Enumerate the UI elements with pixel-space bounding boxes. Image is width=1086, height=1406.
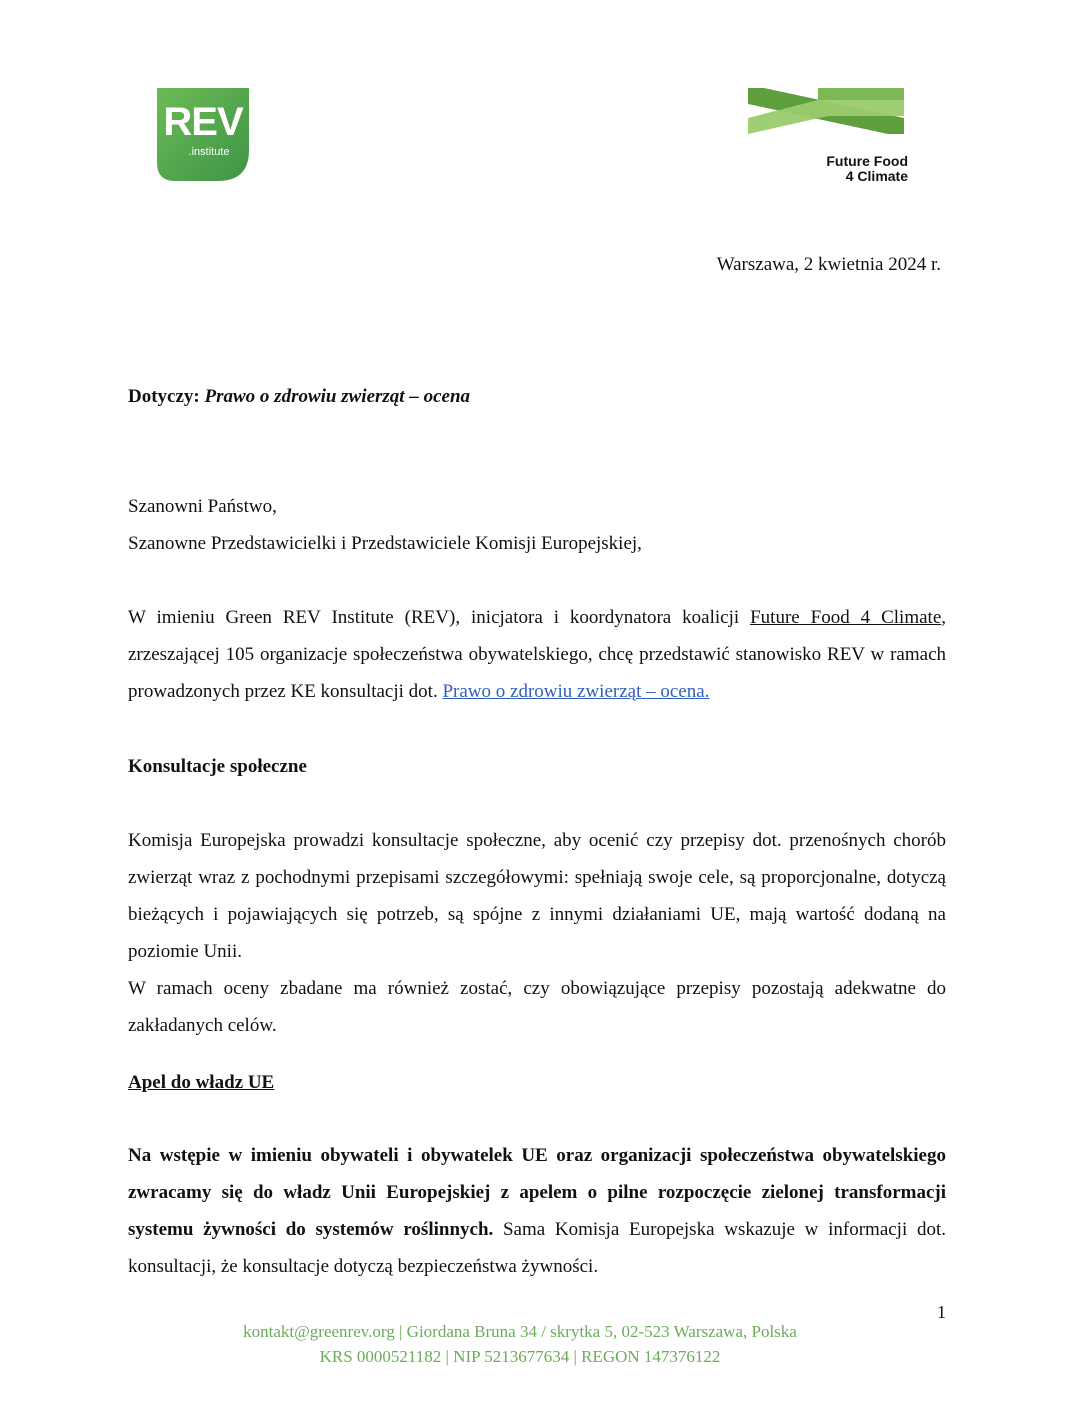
section1-p1: Komisja Europejska prowadzi konsultacje społeczne, aby ocenić czy przepisy dot. przenośnych chorób zwierząt wraz z pochodnymi przepisami szczegółowymi: spełniają swoje cele, są proporcjonalne, dotyczą bieżących i pojawiających się potrzeb, są spójne z innymi działaniami UE, mają wartość dodaną na poziomie Unii. (128, 830, 946, 962)
subject-title: Prawo o zdrowiu zwierząt – ocena (204, 386, 471, 407)
appeal-bold-text: Na wstępie w imieniu obywateli i obywatelek UE oraz organizacji społeczeństwa obywatelskiego zwracamy się do władz Unii Europejskiej z apelem o pilne rozpoczęcie zielonej transformacji systemu żywności do systemów roślinnych. (128, 1145, 946, 1240)
section1-paragraph (128, 822, 946, 1044)
intro-text-1: W imieniu Green REV Institute (REV), inicjatora i koordynatora koalicji (128, 607, 751, 628)
section-heading-appeal: Apel do władz UE (128, 1072, 275, 1093)
section1-p2: W ramach oceny zbadane ma również zostać, czy obowiązujące przepisy pozostają adekwatne do zakładanych celów. (128, 978, 946, 1036)
coalition-name: Future Food 4 Climate (750, 607, 942, 628)
rev-institute-logo (157, 88, 249, 181)
ribbon-graphic (748, 88, 908, 150)
subject-line (128, 378, 946, 415)
consultation-link[interactable]: Prawo o zdrowiu zwierząt – ocena. (442, 681, 710, 702)
appeal-rest-text: Sama Komisja Europejska wskazuje w informacji dot. konsultacji, że konsultacje dotyczą bezpieczeństwa żywności. (128, 1219, 946, 1277)
intro-text-2: , zrzeszającej 105 organizacje społeczeństwa obywatelskiego, chcę przedstawić stanowisko REV w ramach prowadzonych przez KE konsultacji dot. (128, 607, 947, 702)
footer-registry: KRS 0000521182 | NIP 5213677634 | REGON 147376122 (319, 1347, 721, 1366)
greeting-line-1: Szanowni Państwo, (128, 496, 277, 517)
appeal-paragraph (128, 1137, 946, 1285)
greeting (128, 488, 946, 562)
ff-logo-line2: 4 Climate (845, 168, 908, 184)
footer-contact: kontakt@greenrev.org | Giordana Bruna 34 / skrytka 5, 02-523 Warszawa, Polska (243, 1322, 797, 1341)
intro-paragraph (128, 599, 946, 710)
rev-logo-main: REV (163, 100, 243, 144)
greeting-line-2: Szanowne Przedstawicielki i Przedstawiciele Komisji Europejskiej, (128, 533, 642, 554)
letter-date: Warszawa, 2 kwietnia 2024 r. (716, 254, 941, 275)
page-number: 1 (937, 1302, 946, 1322)
section-heading-consultations: Konsultacje społeczne (128, 756, 307, 777)
future-food-4-climate-logo (748, 88, 908, 184)
subject-label: Dotyczy: (128, 386, 200, 407)
ff-logo-line1: Future Food (826, 153, 908, 169)
rev-logo-sub: .institute (188, 146, 230, 158)
